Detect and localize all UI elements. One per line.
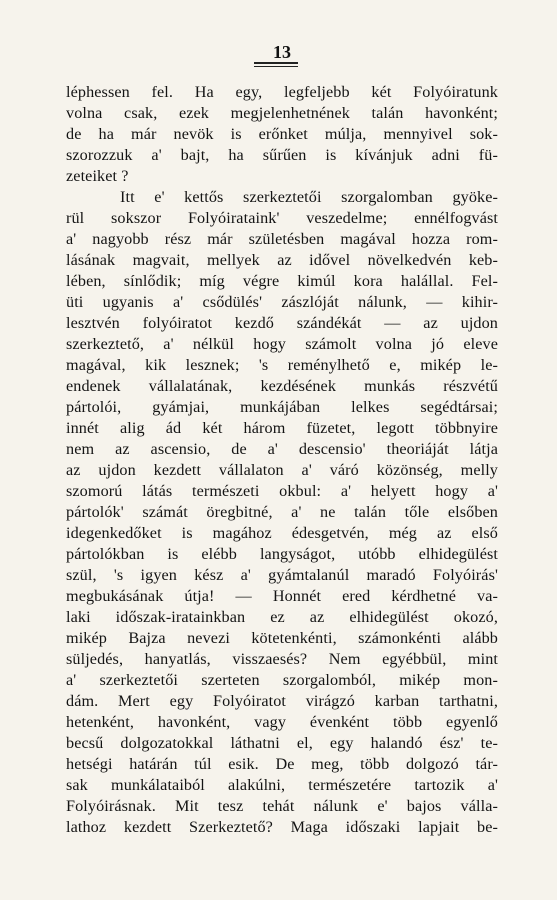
- text-line: az ujdon kezdett vállalaton a' váró közönség, melly: [66, 461, 498, 479]
- text-line: szomorú látás természeti okbul: a' helyett hogy a': [66, 482, 498, 500]
- text-line: pártolókban is elébb langyságot, utóbb elhidegülést: [66, 545, 498, 563]
- page-number: 13: [273, 42, 291, 62]
- text-line: de ha már nevök is erőnket múlja, mennyivel sok-: [66, 125, 498, 143]
- text-line: volna csak, ezek megjelenhetnének talán havonként;: [66, 104, 498, 122]
- text-line: Folyóirásnak. Mit tesz tehát nálunk e' bajos válla-: [66, 797, 498, 815]
- text-line: süljedés, hanyatlás, visszaesés? Nem egyébbül, mint: [66, 650, 498, 668]
- text-line: hetenként, havonként, vagy évenként több egyenlő: [66, 713, 498, 731]
- text-line: Itt e' kettős szerkeztetői szorgalomban gyöke-: [120, 188, 498, 206]
- text-line: hetségi határán túl esik. De meg, több dolgozó tár-: [66, 755, 498, 773]
- text-line: laki időszak-iratainkban ez az elhidegülést okozó,: [66, 608, 498, 626]
- text-line: megbukásának útja! — Honnét ered kérdhetné va-: [66, 587, 498, 605]
- text-line: pártolói, gyámjai, munkájában lelkes segédtársai;: [66, 398, 498, 416]
- text-line: a' nagyobb rész már születésben magával hozza rom-: [66, 230, 498, 248]
- text-line: lében, sínlődik; míg végre kimúl kora halállal. Fel-: [66, 272, 498, 290]
- text-line: innét alig ád két három füzetet, legott többnyire: [66, 419, 498, 437]
- text-line: üti ugyanis a' csődülés' zászlóját nálunk, — kihir-: [66, 293, 498, 311]
- text-line: magával, kik lesznek; 's reménylhető e, mikép le-: [66, 356, 498, 374]
- text-line: léphessen fel. Ha egy, legfeljebb két Folyóiratunk: [66, 83, 498, 101]
- text-line: pártolók' számát öregbitné, a' ne talán tőle elsőben: [66, 503, 498, 521]
- text-line: nem az ascensio, de a' descensio' theoriáját látja: [66, 440, 498, 458]
- text-line: idegenkedőket is magához édesgetvén, még az első: [66, 524, 498, 542]
- text-line: szül, 's igyen kész a' gyámtalanúl maradó Folyóirás': [66, 566, 498, 584]
- text-line: szorozzuk a' bajt, ha sűrűen is kívánjuk adni fü-: [66, 146, 498, 164]
- body-text: [66, 82, 498, 838]
- text-line: becsű dolgozatokkal láthatni el, egy halandó ész' te-: [66, 734, 498, 752]
- text-line: zeteiket ?: [66, 167, 129, 185]
- text-line: rül sokszor Folyóirataink' veszedelme; ennélfogvást: [66, 209, 498, 227]
- text-line: lathoz kezdett Szerkeztető? Maga időszaki lapjait be-: [66, 818, 498, 836]
- text-line: endenek vállalatának, kezdésének munkás részvétű: [66, 377, 498, 395]
- text-line: szerkeztető, a' nélkül hogy számolt volna jó eleve: [66, 335, 498, 353]
- text-line: lásának magvait, mellyek az idővel növelkedvén keb-: [66, 251, 498, 269]
- header-rule-thin: [254, 66, 298, 67]
- text-line: sak munkálataiból alakúlni, természetére tartozik a': [66, 776, 498, 794]
- text-line: dám. Mert egy Folyóiratot virágzó karban tarthatni,: [66, 692, 498, 710]
- text-line: lesztvén folyóiratot kezdő szándékát — az ujdon: [66, 314, 498, 332]
- header-rule: [254, 62, 298, 64]
- text-line: mikép Bajza nevezi kötetenkénti, számonkénti alább: [66, 629, 498, 647]
- text-line: a' szerkeztetői szerteten szorgalomból, mikép mon-: [66, 671, 498, 689]
